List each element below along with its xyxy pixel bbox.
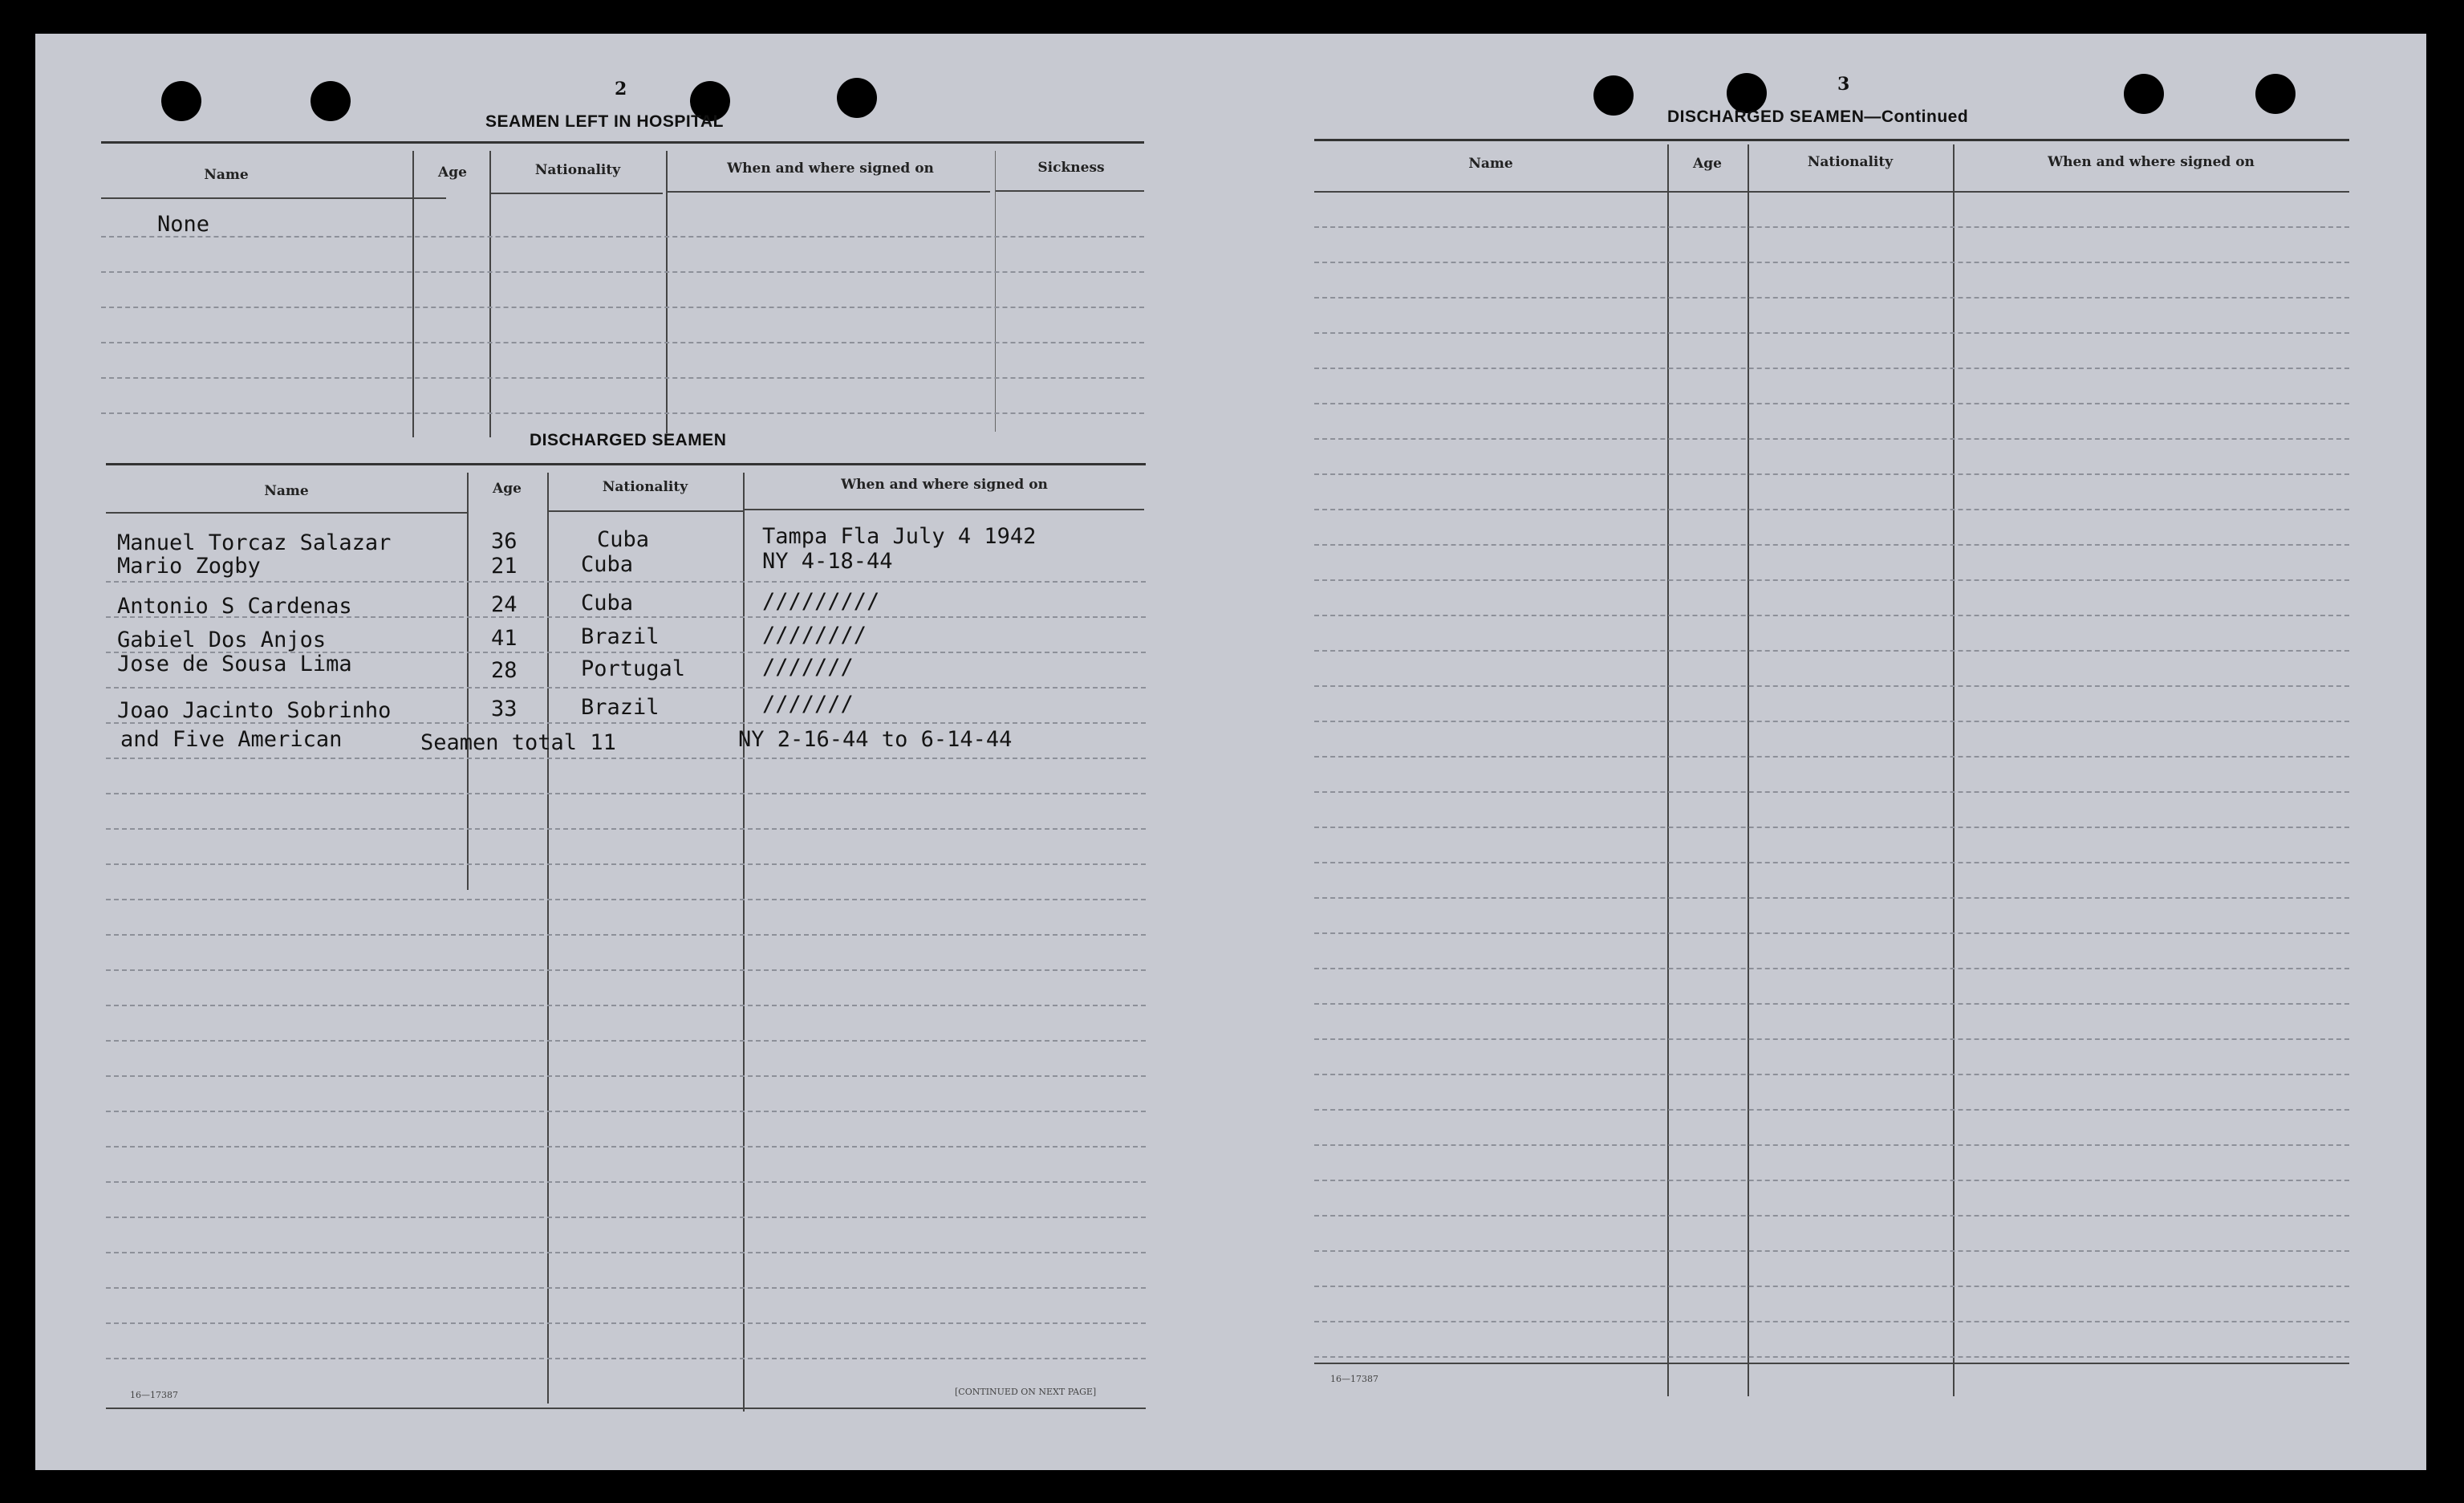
seaman-nationality: Cuba <box>581 552 634 577</box>
ruled-line <box>106 828 1146 830</box>
continued-note: [CONTINUED ON NEXT PAGE] <box>955 1387 1097 1397</box>
ruled-line <box>101 307 1144 308</box>
ruled-line <box>1314 756 2349 758</box>
ledger-sheet <box>35 34 2426 1470</box>
ruled-line <box>106 1075 1146 1077</box>
summary-total: Seamen total 11 <box>420 730 616 755</box>
ruled-line <box>1314 579 2349 581</box>
table-top-rule <box>101 141 1144 144</box>
seaman-name: Gabiel Dos Anjos <box>117 628 327 652</box>
ruled-line <box>106 1005 1146 1006</box>
ruled-line <box>106 793 1146 794</box>
ruled-line <box>106 758 1146 759</box>
discharged-continued-title: DISCHARGED SEAMEN—Continued <box>1667 108 1969 126</box>
seaman-name: Joao Jacinto Sobrinho <box>117 698 392 723</box>
ruled-line <box>101 342 1144 343</box>
ruled-line <box>1314 827 2349 828</box>
col-header-nationality: Nationality <box>1807 154 1894 170</box>
ruled-line <box>1314 368 2349 369</box>
seaman-age: 24 <box>491 592 518 617</box>
column-divider <box>412 151 414 437</box>
seaman-nationality: Cuba <box>597 527 650 552</box>
header-rule <box>1314 191 2349 193</box>
col-header-age: Age <box>1693 156 1722 172</box>
ruled-line <box>1314 1180 2349 1181</box>
ruled-line <box>1314 968 2349 969</box>
column-divider <box>489 151 491 437</box>
column-divider <box>467 473 469 890</box>
summary-dates: NY 2-16-44 to 6-14-44 <box>738 727 1013 752</box>
punch-hole <box>837 78 877 118</box>
seaman-signed-on: //////// <box>762 623 867 648</box>
ruled-line <box>1314 1003 2349 1005</box>
ruled-line <box>1314 1215 2349 1217</box>
seaman-age: 21 <box>491 554 518 579</box>
seaman-name: Jose de Sousa Lima <box>117 652 352 676</box>
header-rule <box>666 191 990 193</box>
ruled-line <box>106 1146 1146 1148</box>
column-divider <box>995 151 996 432</box>
ruled-line <box>1314 297 2349 299</box>
ruled-line <box>1314 473 2349 475</box>
ruled-line <box>106 1287 1146 1289</box>
ruled-line <box>1314 791 2349 793</box>
seaman-age: 33 <box>491 697 518 721</box>
ruled-line <box>106 1040 1146 1042</box>
ruled-line <box>106 1111 1146 1112</box>
ruled-line <box>1314 1144 2349 1146</box>
form-number: 16—17387 <box>130 1390 178 1400</box>
ruled-line <box>106 687 1146 689</box>
seaman-signed-on: /////// <box>762 655 854 680</box>
punch-hole <box>1593 75 1634 116</box>
ruled-line <box>1314 438 2349 440</box>
column-divider <box>547 473 549 1403</box>
seaman-name: Mario Zogby <box>117 554 261 579</box>
ruled-line <box>1314 544 2349 546</box>
table-top-rule <box>1314 139 2349 141</box>
ruled-line <box>1314 897 2349 899</box>
col-header-name: Name <box>204 167 249 183</box>
ruled-line <box>106 1252 1146 1253</box>
header-rule <box>489 193 663 194</box>
column-divider <box>743 473 745 1412</box>
punch-hole <box>311 81 351 121</box>
seaman-nationality: Portugal <box>581 656 686 681</box>
seaman-signed-on: ///////// <box>762 589 880 614</box>
col-header-signed-on: When and where signed on <box>727 160 934 177</box>
seaman-signed-on: Tampa Fla July 4 1942 <box>762 524 1037 549</box>
ruled-line <box>101 271 1144 273</box>
ruled-line <box>101 412 1144 414</box>
header-rule <box>995 190 1144 192</box>
col-header-age: Age <box>493 481 522 497</box>
summary-name: and Five American <box>120 727 343 752</box>
ruled-line <box>106 863 1146 865</box>
seaman-age: 28 <box>491 658 518 683</box>
ruled-line <box>1314 685 2349 687</box>
ruled-line <box>1314 1038 2349 1040</box>
ruled-line <box>106 969 1146 971</box>
punch-hole <box>2255 74 2296 114</box>
ruled-line <box>106 581 1146 583</box>
ruled-line <box>1314 650 2349 652</box>
col-header-signed-on: When and where signed on <box>2048 154 2255 170</box>
seaman-name: Antonio S Cardenas <box>117 594 352 619</box>
header-rule <box>101 197 446 199</box>
hospital-section-title: SEAMEN LEFT IN HOSPITAL <box>485 112 724 131</box>
ruled-line <box>106 1358 1146 1359</box>
seaman-name: Manuel Torcaz Salazar <box>117 530 392 555</box>
col-header-signed-on: When and where signed on <box>841 477 1048 493</box>
table-bottom-rule <box>1314 1363 2349 1364</box>
header-rule <box>106 512 467 514</box>
page-number: 2 <box>615 79 627 100</box>
ruled-line <box>1314 262 2349 263</box>
ruled-line <box>101 236 1144 238</box>
ruled-line <box>1314 1286 2349 1287</box>
ruled-line <box>1314 1109 2349 1111</box>
hospital-entry-none: None <box>157 212 210 237</box>
ruled-line <box>106 1181 1146 1183</box>
seaman-nationality: Brazil <box>581 624 660 649</box>
seaman-age: 36 <box>491 529 518 554</box>
punch-hole <box>161 81 201 121</box>
col-header-name: Name <box>1468 156 1513 172</box>
seaman-nationality: Brazil <box>581 695 660 720</box>
ruled-line <box>1314 615 2349 616</box>
ruled-line <box>1314 332 2349 334</box>
ruled-line <box>106 899 1146 900</box>
ruled-line <box>1314 721 2349 722</box>
ruled-line <box>1314 932 2349 934</box>
ruled-line <box>1314 1356 2349 1358</box>
discharged-section-title: DISCHARGED SEAMEN <box>530 431 727 449</box>
ruled-line <box>106 1217 1146 1218</box>
table-top-rule <box>106 463 1146 465</box>
col-header-name: Name <box>264 483 309 499</box>
seaman-nationality: Cuba <box>581 591 634 615</box>
ruled-line <box>1314 226 2349 228</box>
ruled-line <box>1314 1074 2349 1075</box>
col-header-age: Age <box>438 165 467 181</box>
ruled-line <box>1314 1321 2349 1322</box>
col-header-nationality: Nationality <box>534 162 621 178</box>
table-bottom-rule <box>106 1408 1146 1409</box>
ruled-line <box>101 377 1144 379</box>
header-rule <box>743 509 1144 510</box>
ruled-line <box>1314 1250 2349 1252</box>
seaman-signed-on: NY 4-18-44 <box>762 549 893 574</box>
ruled-line <box>1314 403 2349 404</box>
ruled-line <box>1314 862 2349 863</box>
form-number: 16—17387 <box>1330 1374 1378 1384</box>
seaman-signed-on: /////// <box>762 692 854 717</box>
ruled-line <box>106 1322 1146 1324</box>
column-divider <box>666 151 668 433</box>
page-number: 3 <box>1837 74 1850 95</box>
col-header-nationality: Nationality <box>602 479 688 495</box>
seaman-age: 41 <box>491 626 518 651</box>
col-header-sickness: Sickness <box>1037 160 1105 176</box>
punch-hole <box>2124 74 2164 114</box>
ruled-line <box>1314 509 2349 510</box>
ruled-line <box>106 934 1146 936</box>
header-rule <box>547 510 743 512</box>
